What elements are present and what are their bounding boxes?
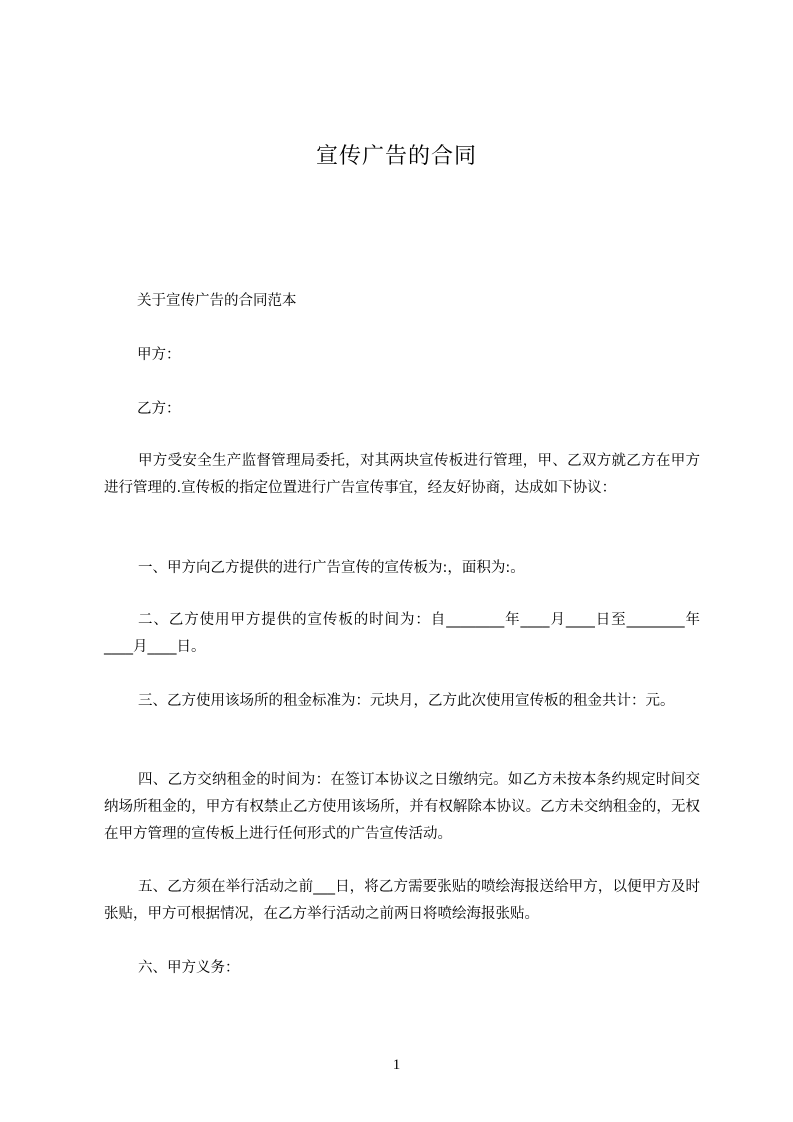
- paragraph-clause-1: 一、甲方向乙方提供的进行广告宣传的宣传板为:，面积为:。: [138, 560, 525, 576]
- party-b-label: 乙方：: [137, 401, 181, 417]
- document-title: 宣传广告的合同: [315, 144, 477, 169]
- paragraph-clause-5: 五、乙方须在举行活动之前___日，将乙方需要张贴的喷绘海报送给甲方，以便甲方及时张贴，甲方可根据情况，在乙方举行活动之前两日将喷绘海报张贴。: [104, 879, 700, 922]
- paragraph-clause-2: 二、乙方使用甲方提供的宣传板的时间为：自________年____月____日至________年____月____日。: [104, 612, 700, 655]
- document-subtitle: 关于宣传广告的合同范本: [137, 293, 297, 309]
- paragraph-clause-6: 六、甲方义务：: [138, 960, 240, 976]
- party-a-label: 甲方：: [137, 347, 181, 363]
- paragraph-intro: 甲方受安全生产监督管理局委托，对其两块宣传板进行管理，甲、乙双方就乙方在甲方进行管理的.宣传板的指定位置进行广告宣传事宜，经友好协商，达成如下协议：: [104, 453, 700, 496]
- page-number: 1: [392, 1057, 401, 1073]
- paragraph-clause-4: 四、乙方交纳租金的时间为：在签订本协议之日缴纳完。如乙方未按本条约规定时间交纳场所租金的，甲方有权禁止乙方使用该场所，并有权解除本协议。乙方未交纳租金的，无权在甲方管理的宣传板上进行任何形式的广告宣传活动。: [104, 772, 700, 842]
- paragraph-clause-3: 三、乙方使用该场所的租金标准为：元块月，乙方此次使用宣传板的租金共计：元。: [138, 693, 675, 709]
